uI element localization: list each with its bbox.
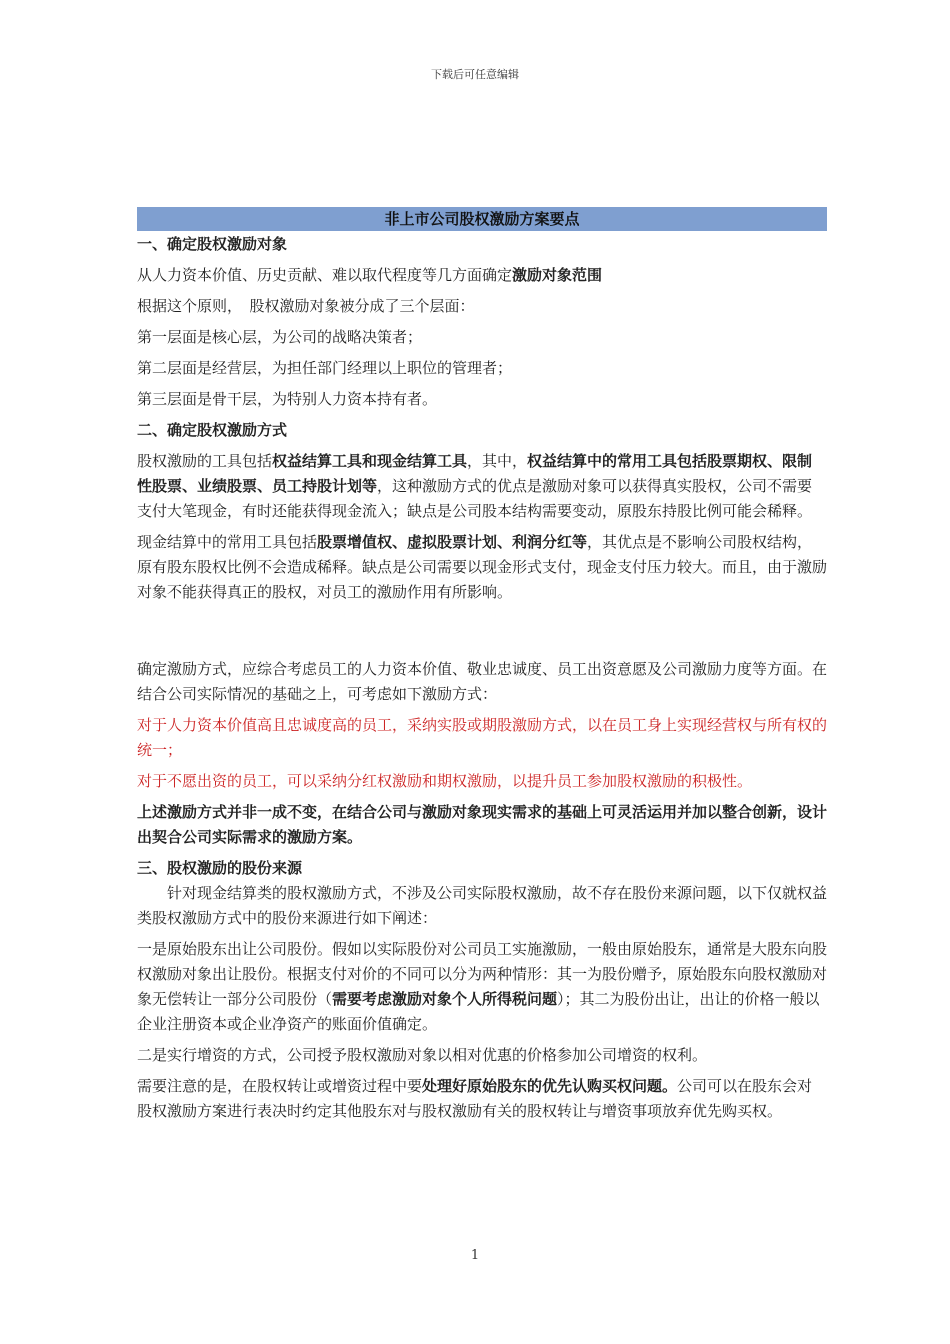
document-title: 非上市公司股权激励方案要点: [137, 207, 827, 231]
text: ）；其二为股份出让，出让的价格一般以企业注册资本或企业净资产的账面价值确定。: [137, 990, 820, 1033]
text: 现金结算中的常用工具包括: [137, 533, 318, 551]
bold-text: 权益结算工具和现金结算工具: [272, 452, 468, 470]
s2-paragraph-6: 上述激励方式并非一成不变，在结合公司与激励对象现实需求的基础上可灵活运用并加以整合创新，设计出契合公司实际需求的激励方案。: [137, 803, 828, 846]
text: 需要注意的是，在股权转让或增资过程中要: [137, 1077, 423, 1095]
text: 从人力资本价值、历史贡献、难以取代程度等几方面确定: [137, 266, 513, 284]
s2-paragraph-1: [137, 449, 827, 524]
page-header: 下载后可任意编辑: [431, 68, 519, 81]
s1-paragraph-3: 第一层面是核心层，为公司的战略决策者；: [137, 328, 423, 346]
text: 股权激励的工具包括: [137, 452, 273, 470]
s2-paragraph-4: 对于人力资本价值高且忠诚度高的员工，采纳实股或期股激励方式，以在员工身上实现经营权与所有权的统一；: [137, 716, 828, 759]
bold-text: 激励对象范围: [512, 266, 603, 284]
s2-paragraph-3: 确定激励方式，应综合考虑员工的人力资本价值、敬业忠诚度、员工出资意愿及公司激励力度等方面。在结合公司实际情况的基础之上，可考虑如下激励方式：: [137, 660, 828, 703]
bold-text: 需要考虑激励对象个人所得税问题: [332, 990, 558, 1008]
section-2-heading: 二、确定股权激励方式: [137, 421, 288, 439]
s3-paragraph-2: [137, 937, 827, 1037]
s3-paragraph-1: 针对现金结算类的股权激励方式，不涉及公司实际股权激励，故不存在股份来源问题，以下仅就权益类股权激励方式中的股份来源进行如下阐述：: [137, 884, 828, 927]
section-3-heading: 三、股权激励的股份来源: [137, 859, 303, 877]
s1-paragraph-2: 根据这个原则， 股权激励对象被分成了三个层面：: [137, 297, 475, 315]
page-number: 1: [470, 1248, 480, 1263]
s3-paragraph-3: 二是实行增资的方式，公司授予股权激励对象以相对优惠的价格参加公司增资的权利。: [137, 1046, 708, 1064]
s2-paragraph-5: 对于不愿出资的员工，可以采纳分红权激励和期权激励，以提升员工参加股权激励的积极性。: [137, 772, 753, 790]
bold-text: 处理好原始股东的优先认购买权问题。: [422, 1077, 678, 1095]
section-1-heading: 一、确定股权激励对象: [137, 235, 288, 253]
s1-paragraph-1: [137, 263, 827, 288]
bold-text: 股票增值权、虚拟股票计划、利润分红等: [317, 533, 588, 551]
text: ，其优点是不影响公司股权结构，原有股东股权比例不会造成稀释。缺点是公司需要以现金形式支付，现金支付压力较大。而且，由于激励对象不能获得真正的股权，对员工的激励作用有所影响。: [137, 533, 828, 601]
bold-text: 权益结算中的常用工具包括股票期权、限制性股票、业绩股票、员工持股计划等: [137, 452, 813, 495]
text: ，这种激励方式的优点是激励对象可以获得真实股权，公司不需要支付大笔现金，有时还能获得现金流入；缺点是公司股本结构需要变动，原股东持股比例可能会稀释。: [137, 477, 813, 520]
text: 一是原始股东出让公司股份。假如以实际股份对公司员工实施激励，一般由原始股东，通常是大股东向股权激励对象出让股份。根据支付对价的不同可以分为两种情形：其一为股份赠予，原始股东向股权激励对象无偿转让一部分公司股份（: [137, 940, 828, 1008]
s1-paragraph-4: 第二层面是经营层，为担任部门经理以上职位的管理者；: [137, 359, 513, 377]
text: ，其中，: [467, 452, 528, 470]
s1-paragraph-5: 第三层面是骨干层，为特别人力资本持有者。: [137, 390, 438, 408]
s2-paragraph-2: [137, 530, 827, 605]
document-body: [137, 232, 827, 1124]
s3-paragraph-4: [137, 1074, 827, 1124]
text: 公司可以在股东会对股权激励方案进行表决时约定其他股东对与股权激励有关的股权转让与增资事项放弃优先购买权。: [137, 1077, 813, 1120]
